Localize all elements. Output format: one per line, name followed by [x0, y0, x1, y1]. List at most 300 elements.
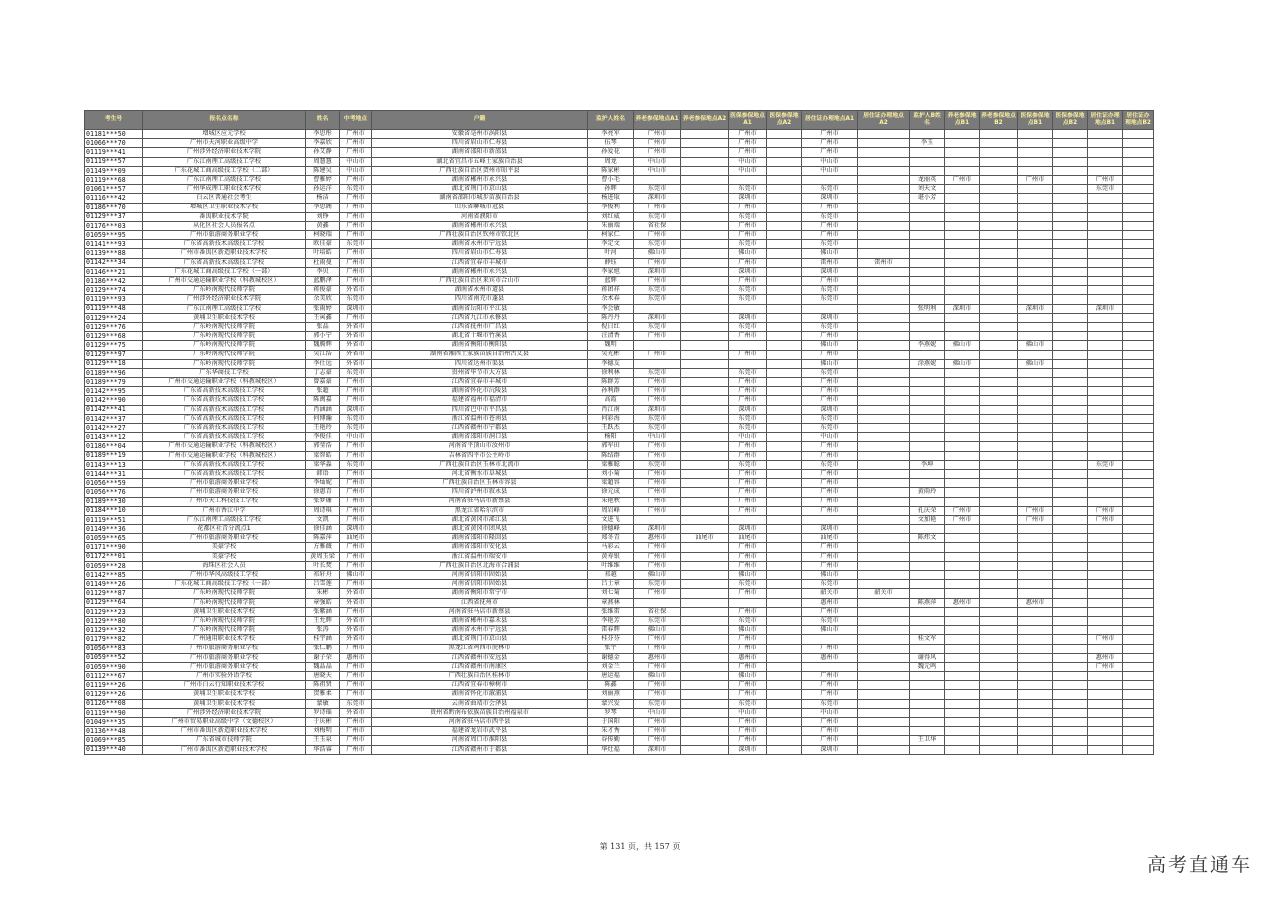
table-cell: 外省市 — [340, 616, 372, 625]
table-cell: 广州市贸易职业高级中学（文德校区） — [143, 718, 306, 727]
table-cell: 广州市 — [340, 580, 372, 589]
table-cell: 广东省高新技术高级技工学校 — [143, 469, 306, 478]
table-cell: 中山市 — [634, 166, 681, 175]
table-cell: 广州市 — [1088, 515, 1123, 524]
table-cell: 东莞市 — [634, 212, 681, 221]
table-cell: 广州市 — [802, 479, 858, 488]
table-cell: 深圳市 — [340, 405, 372, 414]
table-cell — [1088, 258, 1123, 267]
table-cell — [1018, 607, 1053, 616]
table-cell: 深圳市 — [729, 525, 767, 534]
table-cell: 深圳市 — [802, 405, 858, 414]
table-cell: 广东岭南现代技师学院 — [143, 626, 306, 635]
table-cell — [767, 396, 802, 405]
table-cell — [1053, 534, 1088, 543]
table-cell — [767, 727, 802, 736]
table-row — [85, 295, 1154, 304]
table-cell: 陈建吴 — [306, 166, 340, 175]
table-cell — [980, 644, 1018, 653]
table-cell: 叶培皓 — [306, 249, 340, 258]
table-cell: 01189***19 — [85, 451, 143, 460]
table-cell: 陈闽嘉 — [306, 396, 340, 405]
table-cell — [1018, 130, 1053, 139]
table-cell: 杜雨曼 — [306, 258, 340, 267]
table-cell: 黄埔卫生职业技术学校 — [143, 313, 306, 322]
table-cell — [910, 561, 945, 570]
table-row — [85, 635, 1154, 644]
table-cell: 东莞市 — [1088, 460, 1123, 469]
table-cell: 东莞市 — [802, 240, 858, 249]
table-cell — [858, 616, 910, 625]
table-cell — [1018, 249, 1053, 258]
table-cell: 湖南省郴州市嘉禾县 — [372, 616, 588, 625]
table-cell — [1088, 212, 1123, 221]
table-cell — [910, 396, 945, 405]
table-cell — [980, 396, 1018, 405]
table-cell: 伍琴 — [588, 139, 634, 148]
table-cell: 01189***30 — [85, 497, 143, 506]
table-cell: 广东省城市技师学院 — [143, 736, 306, 745]
table-cell: 东莞市 — [634, 616, 681, 625]
table-cell — [1053, 727, 1088, 736]
table-cell: 广州市天工科技技工学校 — [143, 497, 306, 506]
table-cell — [858, 166, 910, 175]
table-cell — [1088, 378, 1123, 387]
table-cell — [1018, 194, 1053, 203]
table-cell — [980, 451, 1018, 460]
table-cell — [858, 626, 910, 635]
table-row — [85, 525, 1154, 534]
table-cell — [681, 635, 729, 644]
table-cell — [1088, 194, 1123, 203]
table-cell — [910, 479, 945, 488]
table-cell — [1053, 515, 1088, 524]
table-cell — [1123, 442, 1154, 451]
table-cell — [1053, 571, 1088, 580]
table-cell: 广州市 — [729, 221, 767, 230]
table-cell — [767, 221, 802, 230]
table-cell: 广州市 — [729, 203, 767, 212]
table-cell: 贵州省毕节市大方县 — [372, 368, 588, 377]
table-row — [85, 130, 1154, 139]
table-cell — [910, 221, 945, 230]
table-cell — [681, 359, 729, 368]
table-cell — [1018, 561, 1053, 570]
table-cell: 四川省巴中市平昌县 — [372, 405, 588, 414]
table-cell — [634, 359, 681, 368]
table-cell: 01143***12 — [85, 433, 143, 442]
table-cell — [980, 506, 1018, 515]
table-cell — [681, 561, 729, 570]
table-row — [85, 387, 1154, 396]
table-cell: 谷传勤 — [588, 736, 634, 745]
table-cell: 惠州市 — [340, 653, 372, 662]
table-cell — [945, 708, 980, 717]
table-cell — [980, 350, 1018, 359]
table-cell — [1088, 534, 1123, 543]
table-cell: 佛山市 — [634, 626, 681, 635]
table-cell — [767, 718, 802, 727]
table-cell — [910, 580, 945, 589]
table-cell — [681, 203, 729, 212]
table-cell — [634, 515, 681, 524]
table-cell — [1018, 322, 1053, 331]
table-cell: 广州市 — [802, 231, 858, 240]
table-cell: 湖北省荆门市京山县 — [372, 635, 588, 644]
table-cell: 东莞市 — [729, 322, 767, 331]
table-cell — [858, 644, 910, 653]
column-header: 养老参保地点A2 — [681, 111, 729, 130]
table-cell: 广州市 — [802, 469, 858, 478]
table-cell: 广州市旅游商务职业学校 — [143, 488, 306, 497]
table-cell: 王艳玲 — [306, 424, 340, 433]
table-cell: 中山市 — [802, 166, 858, 175]
table-cell: 黑龙江省哈尔滨市 — [372, 506, 588, 515]
table-cell — [1053, 681, 1088, 690]
table-cell: 魏明 — [588, 341, 634, 350]
table-cell — [1053, 460, 1088, 469]
table-cell — [1053, 469, 1088, 478]
table-cell — [945, 350, 980, 359]
table-cell: 佛山市 — [729, 571, 767, 580]
table-cell: 唐运福 — [588, 672, 634, 681]
table-cell — [1123, 304, 1154, 313]
table-cell: 华浩睿 — [306, 745, 340, 754]
table-cell — [1088, 341, 1123, 350]
column-header: 医保参保地点A2 — [767, 111, 802, 130]
table-cell: 01141***93 — [85, 240, 143, 249]
table-cell — [980, 460, 1018, 469]
table-cell — [767, 580, 802, 589]
table-cell — [681, 304, 729, 313]
table-cell: 王玉泉 — [306, 736, 340, 745]
table-cell — [1053, 626, 1088, 635]
table-cell: 广东花城工商高级技工学校（一部） — [143, 580, 306, 589]
table-cell — [767, 166, 802, 175]
table-cell — [1018, 240, 1053, 249]
table-cell: 周岩峰 — [588, 506, 634, 515]
table-cell: 从化区社会人员报名点 — [143, 221, 306, 230]
table-cell — [634, 304, 681, 313]
table-cell: 朱丽端 — [588, 221, 634, 230]
table-cell: 蒙敏 — [306, 699, 340, 708]
table-cell — [910, 433, 945, 442]
table-cell — [1018, 277, 1053, 286]
table-row — [85, 561, 1154, 570]
table-cell: 梁智皓 — [306, 451, 340, 460]
table-cell: 梁超容 — [588, 479, 634, 488]
table-cell — [1123, 616, 1154, 625]
table-cell — [1088, 277, 1123, 286]
table-cell — [1088, 708, 1123, 717]
table-cell — [1123, 699, 1154, 708]
table-cell: 东莞市 — [634, 424, 681, 433]
table-cell — [1123, 580, 1154, 589]
table-cell: 广州市 — [634, 139, 681, 148]
table-row — [85, 249, 1154, 258]
table-cell: 广州市 — [340, 736, 372, 745]
table-cell — [910, 571, 945, 580]
table-cell — [980, 212, 1018, 221]
table-cell — [910, 745, 945, 754]
table-cell — [910, 672, 945, 681]
table-cell — [945, 571, 980, 580]
table-cell: 01144***31 — [85, 469, 143, 478]
table-cell — [1123, 157, 1154, 166]
table-cell: 韶关市 — [802, 589, 858, 598]
table-cell: 惠州市 — [634, 534, 681, 543]
table-cell: 广州市 — [1088, 635, 1123, 644]
table-cell: 曾嘉豪 — [306, 378, 340, 387]
table-cell: 深圳市 — [802, 313, 858, 322]
table-cell: 广州市 — [729, 442, 767, 451]
table-cell — [910, 148, 945, 157]
table-row — [85, 258, 1154, 267]
table-row — [85, 267, 1154, 276]
table-cell — [980, 681, 1018, 690]
table-row — [85, 552, 1154, 561]
table-cell — [980, 231, 1018, 240]
table-cell: 深圳市 — [802, 267, 858, 276]
table-cell: 李定文 — [588, 240, 634, 249]
table-cell — [945, 387, 980, 396]
table-row — [85, 322, 1154, 331]
table-cell: 湖南省岳阳市平江县 — [372, 304, 588, 313]
table-cell: 祁轩舟 — [306, 571, 340, 580]
table-cell: 01069***85 — [85, 736, 143, 745]
table-cell — [858, 736, 910, 745]
table-cell — [1123, 460, 1154, 469]
table-cell: 中山市 — [802, 157, 858, 166]
table-cell — [858, 681, 910, 690]
table-cell — [1018, 212, 1053, 221]
table-cell: 外省市 — [340, 598, 372, 607]
table-cell: 欧佳豪 — [306, 240, 340, 249]
table-cell — [910, 616, 945, 625]
table-cell — [1053, 185, 1088, 194]
table-cell: 李燕妮 — [910, 341, 945, 350]
table-cell: 广东江南理工高级技工学校 — [143, 304, 306, 313]
table-cell — [1053, 166, 1088, 175]
table-cell — [1088, 221, 1123, 230]
table-cell — [767, 644, 802, 653]
table-cell: 广州市交通运输职业学校（科教城校区） — [143, 277, 306, 286]
table-cell: 广州涉外经济职业技术学院 — [143, 295, 306, 304]
table-cell: 东莞市 — [634, 185, 681, 194]
table-cell — [945, 589, 980, 598]
table-cell: 湖北省十堰市竹溪县 — [372, 332, 588, 341]
table-cell — [858, 561, 910, 570]
table-cell: 广州市 — [802, 736, 858, 745]
table-cell: 广州通用职业技术学校 — [143, 635, 306, 644]
table-cell — [1123, 313, 1154, 322]
table-cell: 叶维维 — [588, 561, 634, 570]
table-cell — [1088, 589, 1123, 598]
table-cell — [980, 497, 1018, 506]
table-cell: 01116***42 — [85, 194, 143, 203]
table-cell: 01119***41 — [85, 148, 143, 157]
table-cell — [1088, 580, 1123, 589]
table-cell — [767, 681, 802, 690]
table-cell: 广州市 — [340, 469, 372, 478]
table-cell: 湖北省宜昌市五峰土家族自治县 — [372, 157, 588, 166]
table-cell: 汪清香 — [588, 332, 634, 341]
table-cell: 广州市华风高级技工学校 — [143, 571, 306, 580]
table-cell — [1088, 571, 1123, 580]
table-cell: 河南省驻马店市新蔡县 — [372, 497, 588, 506]
table-cell — [1123, 708, 1154, 717]
table-row — [85, 479, 1154, 488]
table-cell: 东莞市 — [802, 424, 858, 433]
table-cell: 刘小菊 — [588, 469, 634, 478]
table-cell — [681, 249, 729, 258]
table-cell — [980, 672, 1018, 681]
table-cell — [1123, 479, 1154, 488]
table-cell — [945, 185, 980, 194]
table-cell: 广东江南理工高级技工学校 — [143, 515, 306, 524]
table-cell — [1123, 469, 1154, 478]
table-cell: 广州市 — [802, 332, 858, 341]
table-cell — [1053, 414, 1088, 423]
table-cell: 广州市 — [729, 681, 767, 690]
table-cell — [767, 350, 802, 359]
table-cell: 唐晓天 — [306, 672, 340, 681]
table-cell — [1088, 727, 1123, 736]
table-row — [85, 580, 1154, 589]
table-cell — [858, 405, 910, 414]
table-cell: 河南省信阳市固始县 — [372, 580, 588, 589]
table-cell: 01171***90 — [85, 543, 143, 552]
table-cell: 江西省抚州市 — [372, 598, 588, 607]
table-cell — [945, 561, 980, 570]
table-cell — [681, 130, 729, 139]
table-cell: 广州市交通运输职业学校（科教城校区） — [143, 378, 306, 387]
table-cell: 广州市 — [802, 442, 858, 451]
table-cell: 汕尾市 — [729, 534, 767, 543]
table-cell — [634, 598, 681, 607]
table-cell — [1018, 635, 1053, 644]
column-header: 监护人B姓名 — [910, 111, 945, 130]
table-cell — [1123, 286, 1154, 295]
table-cell: 深圳市 — [729, 745, 767, 754]
table-cell: 东莞市 — [729, 580, 767, 589]
table-cell: 广西壮族自治区玉林市容县 — [372, 479, 588, 488]
table-cell: 广州市 — [340, 479, 372, 488]
column-header: 考生号 — [85, 111, 143, 130]
table-cell: 中山市 — [634, 708, 681, 717]
table-cell — [767, 387, 802, 396]
table-cell: 外省市 — [340, 708, 372, 717]
table-cell — [858, 378, 910, 387]
table-cell — [1123, 175, 1154, 184]
table-cell — [910, 212, 945, 221]
table-cell: 01142***90 — [85, 396, 143, 405]
table-cell: 江西省宜春市丰城市 — [372, 378, 588, 387]
table-cell: 韩语 — [306, 469, 340, 478]
table-cell — [858, 469, 910, 478]
table-cell — [858, 387, 910, 396]
table-cell — [945, 644, 980, 653]
table-cell — [1053, 708, 1088, 717]
table-cell: 01186***70 — [85, 203, 143, 212]
table-row — [85, 212, 1154, 221]
table-cell: 汕尾市 — [681, 534, 729, 543]
table-cell: 01129***64 — [85, 598, 143, 607]
table-cell: 外省市 — [340, 635, 372, 644]
table-cell: 湖南省邵阳市安化县 — [372, 543, 588, 552]
table-cell — [767, 543, 802, 552]
table-cell: 广州市番禺区新造职业技术学校 — [143, 727, 306, 736]
table-cell — [729, 304, 767, 313]
table-cell: 柯家仁 — [588, 231, 634, 240]
table-row — [85, 497, 1154, 506]
column-header: 居住证办理地点A2 — [858, 111, 910, 130]
table-cell — [1018, 203, 1053, 212]
table-cell: 东莞市 — [729, 424, 767, 433]
table-cell — [1053, 387, 1088, 396]
table-cell: 肖江南 — [588, 405, 634, 414]
table-cell: 01129***74 — [85, 286, 143, 295]
table-cell: 中山市 — [634, 157, 681, 166]
column-header: 医保参保地点B2 — [1053, 111, 1088, 130]
table-cell: 东莞市 — [1088, 185, 1123, 194]
table-cell — [681, 479, 729, 488]
table-cell — [980, 616, 1018, 625]
table-cell — [1088, 322, 1123, 331]
table-row — [85, 368, 1154, 377]
table-cell — [1053, 212, 1088, 221]
table-cell: 谌小芳 — [910, 194, 945, 203]
table-cell — [729, 598, 767, 607]
table-cell — [858, 341, 910, 350]
table-cell: 湖南省永州市宁远县 — [372, 626, 588, 635]
table-cell: 广州市 — [340, 506, 372, 515]
table-cell: 东莞市 — [729, 295, 767, 304]
table-cell — [980, 414, 1018, 423]
table-cell: 湖南省郴州市永兴县 — [372, 175, 588, 184]
table-cell — [1123, 534, 1154, 543]
table-cell — [1053, 148, 1088, 157]
table-cell: 福建省福州市福清市 — [372, 396, 588, 405]
table-cell: 外省市 — [340, 589, 372, 598]
page-number: 第 131 页，共 157 页 — [599, 842, 681, 851]
table-cell — [681, 221, 729, 230]
table-cell: 广州市 — [1018, 506, 1053, 515]
table-cell — [945, 368, 980, 377]
table-cell — [681, 690, 729, 699]
table-cell — [858, 203, 910, 212]
table-cell — [681, 626, 729, 635]
table-cell — [1088, 405, 1123, 414]
table-cell: 魏元鸣 — [910, 662, 945, 671]
table-cell: 东莞市 — [340, 185, 372, 194]
table-cell — [910, 644, 945, 653]
table-cell — [858, 690, 910, 699]
table-cell — [1088, 699, 1123, 708]
table-cell: 广东岭南现代技师学院 — [143, 341, 306, 350]
table-cell: 东莞市 — [634, 368, 681, 377]
table-cell: 湖南省邵阳市新邵县 — [372, 148, 588, 157]
table-cell: 叶河 — [588, 249, 634, 258]
table-cell — [1018, 736, 1053, 745]
table-cell — [767, 267, 802, 276]
table-cell — [980, 130, 1018, 139]
table-cell — [1088, 240, 1123, 249]
table-cell — [858, 727, 910, 736]
table-cell — [681, 552, 729, 561]
table-cell: 广东花城工商高级技工学校（二部） — [143, 166, 306, 175]
table-cell: 广东岭南现代技师学院 — [143, 616, 306, 625]
